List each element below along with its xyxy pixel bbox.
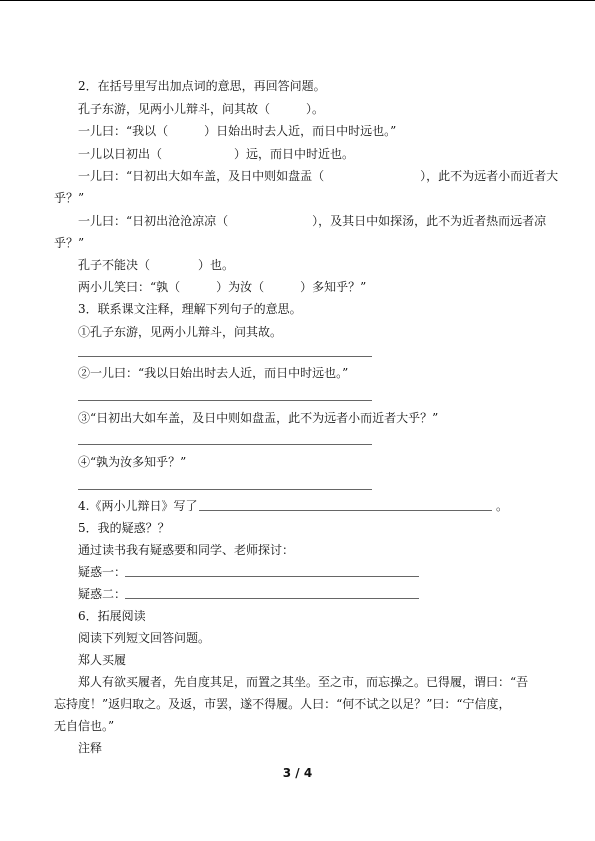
page-number: 3 / 4 bbox=[282, 766, 313, 780]
question-6-heading: 6．拓展阅读 bbox=[78, 609, 146, 623]
doubt-2-label: 疑惑二： bbox=[78, 587, 127, 601]
answer-line-3[interactable] bbox=[78, 444, 372, 445]
passage-line-1: 郑人有欲买履者，先自度其足，而置之其坐。至之市，而忘操之。已得履，谓曰：“吾 bbox=[78, 675, 529, 689]
text-line-2: 一儿曰：“我以（ ）日始出时去人近，而日中时远也。” bbox=[78, 124, 397, 138]
text-line-6: 孔子不能决（ ）也。 bbox=[78, 258, 235, 272]
text-line-4-cont: 乎？” bbox=[54, 191, 85, 205]
sentence-1: ①孔子东游，见两小儿辩斗，问其故。 bbox=[78, 325, 283, 339]
text-line-1: 孔子东游，见两小儿辩斗，问其故（ ）。 bbox=[78, 102, 325, 116]
doubt-1-label: 疑惑一： bbox=[78, 565, 127, 579]
text-line-4: 一儿曰：“日初出大如车盖，及日中则如盘盂（ ），此不为远者小而近者大 bbox=[78, 169, 559, 183]
answer-line-q4[interactable] bbox=[199, 510, 492, 511]
passage-line-3: 无自信也。” bbox=[54, 719, 115, 733]
sentence-4: ④“孰为汝多知乎？” bbox=[78, 455, 187, 469]
notes-heading: 注释 bbox=[78, 741, 103, 755]
question-5-prompt: 通过读书我有疑惑要和同学、老师探讨： bbox=[78, 543, 295, 557]
question-5-heading: 5．我的疑惑？？ bbox=[78, 521, 170, 535]
answer-line-1[interactable] bbox=[78, 356, 372, 357]
text-line-7: 两小儿笑曰：“孰（ ）为汝（ ）多知乎？” bbox=[78, 280, 367, 294]
text-line-3: 一儿以日初出（ ）远，而日中时近也。 bbox=[78, 147, 355, 161]
passage-line-2: 忘持度！”返归取之。及返，市罢，遂不得履。人曰：“何不试之以足？”曰：“宁信度， bbox=[54, 697, 511, 711]
question-4-period: 。 bbox=[496, 499, 509, 513]
passage-title: 郑人买履 bbox=[78, 653, 127, 667]
question-3-heading: 3．联系课文注释，理解下列句子的意思。 bbox=[78, 302, 302, 316]
text-line-5: 一儿曰：“日初出沧沧凉凉（ ），及其日中如探汤，此不为近者热而远者凉 bbox=[78, 214, 547, 228]
answer-line-4[interactable] bbox=[78, 489, 372, 490]
doubt-1-answer-line[interactable] bbox=[125, 576, 419, 577]
question-6-prompt: 阅读下列短文回答问题。 bbox=[78, 631, 211, 645]
page-top-border bbox=[0, 0, 595, 1]
doubt-2-answer-line[interactable] bbox=[125, 598, 419, 599]
sentence-2: ②一儿曰：“我以日始出时去人近，而日中时远也。” bbox=[78, 366, 349, 380]
text-line-5-cont: 乎？” bbox=[54, 236, 85, 250]
question-4-label: 4.《两小儿辩日》写了 bbox=[78, 499, 198, 513]
question-2-heading: 2．在括号里写出加点词的意思，再回答问题。 bbox=[78, 79, 326, 93]
sentence-3: ③“日初出大如车盖，及日中则如盘盂，此不为远者小而近者大乎？” bbox=[78, 411, 439, 425]
answer-line-2[interactable] bbox=[78, 400, 372, 401]
